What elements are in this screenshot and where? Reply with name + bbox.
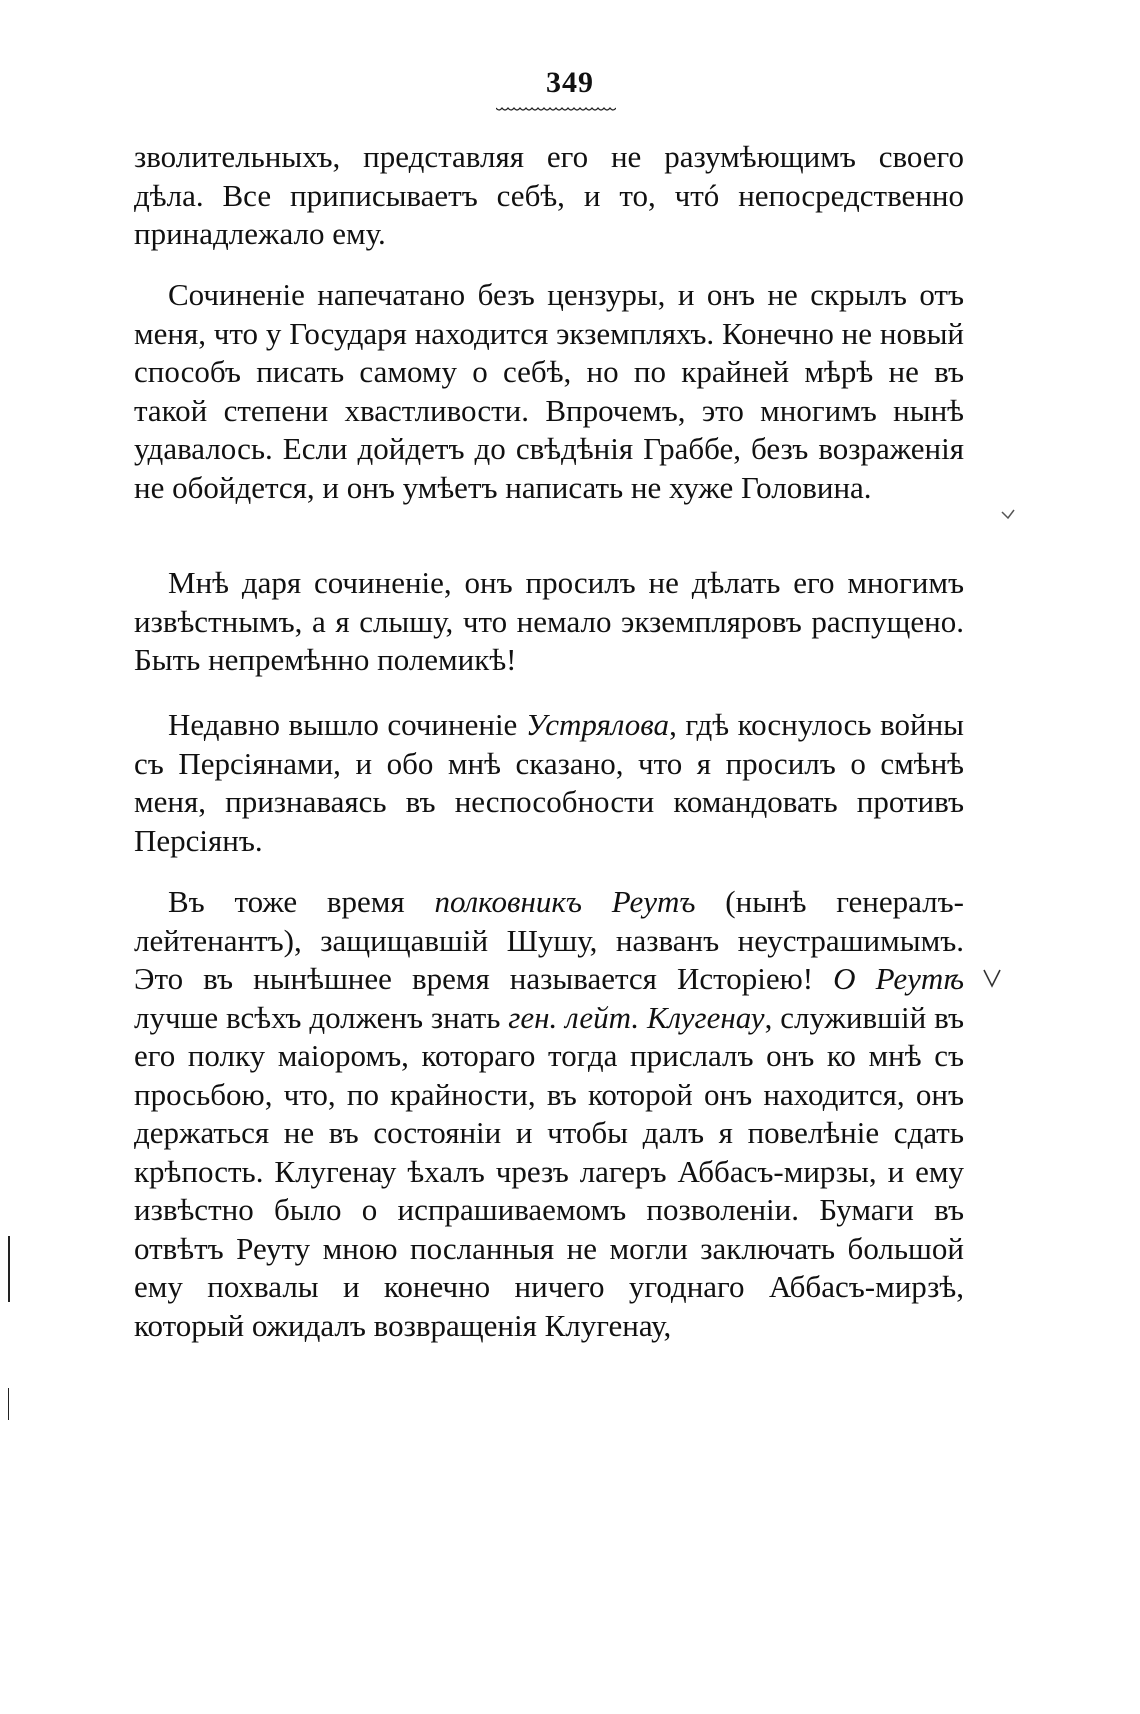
- margin-check-mark: [982, 968, 1002, 990]
- italic-name: О Реутѣ: [833, 961, 964, 996]
- text-run: Въ тоже время: [168, 884, 435, 919]
- text-run: , гдѣ коснулось войны съ Персіянами, и обо мнѣ сказано, что я просилъ о смѣнѣ меня, признаваясь въ неспособности командовать противъ Персіянъ.: [134, 707, 964, 858]
- margin-rule: [8, 1236, 10, 1302]
- text-run: лучше всѣхъ долженъ знать: [134, 999, 509, 1035]
- margin-check-mark: [1000, 508, 1016, 524]
- paragraph-2: [134, 276, 964, 507]
- margin-rule: [8, 1388, 9, 1420]
- text-run: , служившій въ его полку маіоромъ, котораго тогда прислалъ онъ ко мнѣ съ просьбою, что, по крайности, въ которой онъ находится, онъ держаться не въ состояніи и чтобы далъ я повелѣніе сдать крѣпость. Клугенау ѣхалъ чрезъ лагеръ Аббасъ-мирзы, и ему извѣстно было о испрашиваемомъ позволеніи. Бумаги въ отвѣтъ Реуту мною посланныя не могли заключать большой ему похвалы и конечно ничего угоднаго Аббасъ-мирзѣ, который ожидалъ возвращенія Клугенау,: [134, 999, 964, 1343]
- paragraph-text: Сочиненіе напечатано безъ цензуры, и онъ не скрылъ отъ меня, что у Государя находится экземпляхъ. Конечно не новый способъ писать самому о себѣ, но по крайней мѣрѣ не въ такой степени хвастливости. Впрочемъ, это многимъ нынѣ удавалось. Если дойдетъ до свѣдѣнія Граббе, безъ возраженія не обойдется, и онъ умѣетъ написать не хуже Головина.: [134, 277, 964, 505]
- italic-name: ген. лейт. Клугенау: [508, 999, 765, 1035]
- text-run: (нынѣ генералъ-лейтенантъ), защищавшій Шушу, названъ неустрашимымъ. Это въ нынѣшнее время называется Исторіею!: [134, 884, 964, 996]
- paragraph-1: [134, 138, 964, 254]
- paragraph-4: [134, 706, 964, 860]
- paragraph-text: Мнѣ даря сочиненіе, онъ просилъ не дѣлать его многимъ извѣстнымъ, а я слышу, что немало экземпляровъ распущено. Быть непремѣнно полемикѣ!: [134, 565, 964, 677]
- ornament-rule: [496, 104, 616, 114]
- text-run: Недавно вышло сочиненіе: [168, 707, 526, 742]
- paragraph-3: [134, 564, 964, 680]
- page-number: 349: [546, 66, 594, 99]
- paragraph-text: [134, 706, 964, 860]
- paragraph-text: [134, 883, 964, 1345]
- paragraph-text: зволительныхъ, представляя его не разумѣющимъ своего дѣла. Все приписываетъ себѣ, и то, чтó непосредственно принадлежало ему.: [134, 139, 964, 251]
- italic-name: полковникъ Реутъ: [434, 884, 696, 919]
- italic-name: Устрялова: [525, 707, 670, 742]
- paragraph-5: [134, 883, 964, 1345]
